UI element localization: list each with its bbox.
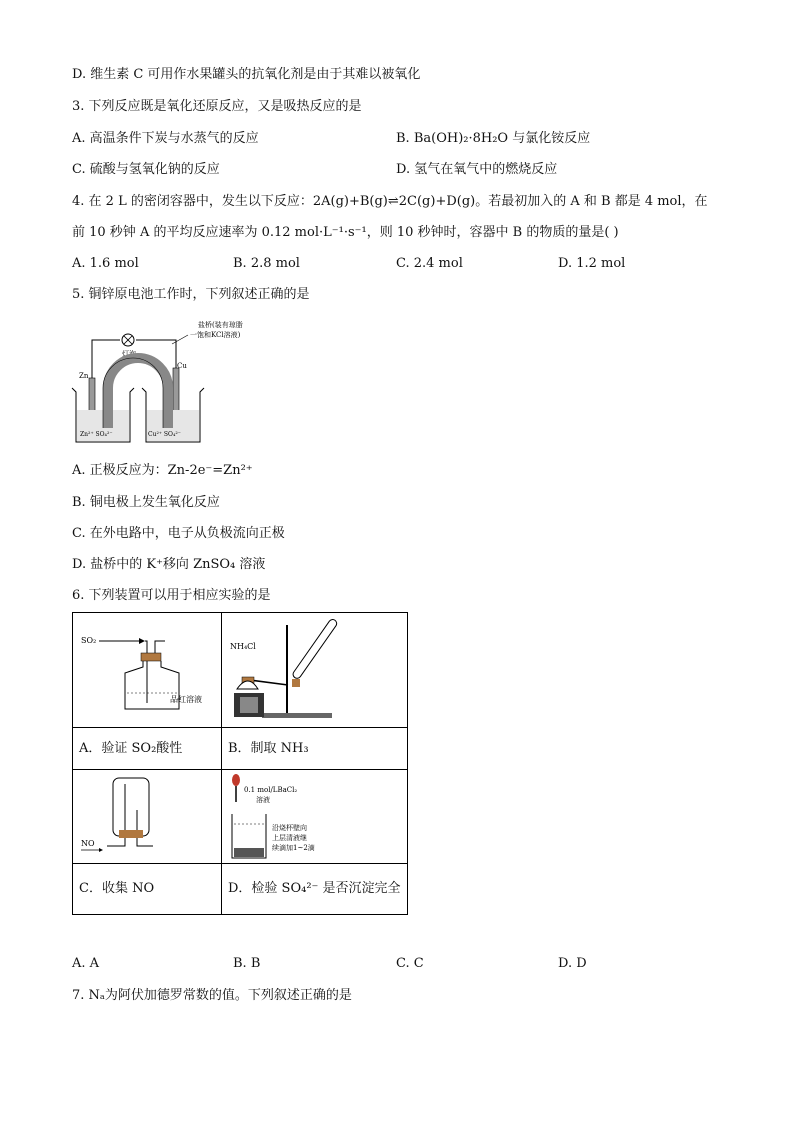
cell-d-caption: D．检验 SO₄²⁻ 是否沉淀完全: [228, 881, 401, 896]
salt-bridge-label-2: 一饱和KCl溶液): [190, 331, 241, 339]
bulb-label: 灯泡: [122, 350, 136, 358]
q5-option-d: D. 盐桥中的 K⁺移向 ZnSO₄ 溶液: [72, 557, 266, 572]
sulfate-test-figure: [222, 770, 408, 863]
q4-stem-line1: 4. 在 2 L 的密闭容器中，发生以下反应：2A(g)+B(g)⇌2C(g)+D(g)。若最初加入的 A 和 B 都是 4 mol，在: [72, 194, 708, 209]
no-label: NO: [81, 839, 95, 848]
q5-option-a: A. 正极反应为：Zn-2e⁻=Zn²⁺: [72, 463, 253, 478]
galvanic-cell-figure: [70, 318, 285, 448]
d-note-1: 沿烧杯壁向: [272, 824, 307, 832]
q4-stem-line2: 前 10 秒钟 A 的平均反应速率为 0.12 mol·L⁻¹·s⁻¹，则 10 秒钟时，容器中 B 的物质的量是( ): [72, 225, 619, 240]
nh3-setup-figure: [222, 613, 408, 727]
right-solution-label: Cu²⁺ SO₄²⁻: [148, 431, 181, 438]
gas-collection-figure: [73, 770, 221, 863]
q3-option-b: B. Ba(OH)₂·8H₂O 与氯化铵反应: [396, 131, 591, 146]
salt-bridge-label-1: 盐桥(装有琼脂: [198, 321, 243, 329]
q3-option-d: D. 氢气在氧气中的燃烧反应: [396, 162, 558, 177]
q4-option-c: C. 2.4 mol: [396, 256, 463, 271]
cell-c-caption: C．收集 NO: [79, 881, 155, 896]
zn-label: Zn: [79, 372, 89, 380]
pinghong-label: 品红溶液: [170, 695, 202, 704]
q2-option-d: D. 维生素 C 可用作水果罐头的抗氧化剂是由于其难以被氧化: [72, 67, 421, 82]
left-solution-label: Zn²⁺ SO₄²⁻: [80, 431, 113, 438]
so2-label: SO₂: [81, 636, 97, 645]
q4-option-d: D. 1.2 mol: [558, 256, 626, 271]
q4-option-a: A. 1.6 mol: [72, 256, 139, 271]
bacl2-solution-label: 溶液: [256, 796, 270, 804]
q5-option-b: B. 铜电极上发生氧化反应: [72, 495, 220, 510]
cu-label: Cu: [177, 362, 187, 370]
q6-option-a: A. A: [72, 956, 100, 971]
q3-option-c: C. 硫酸与氢氧化钠的反应: [72, 162, 220, 177]
q6-option-d: D. D: [558, 956, 587, 971]
q6-apparatus-table: [72, 612, 408, 915]
q6-stem: 6. 下列装置可以用于相应实验的是: [72, 588, 271, 603]
q5-stem: 5. 铜锌原电池工作时，下列叙述正确的是: [72, 287, 310, 302]
cell-b-caption: B．制取 NH₃: [228, 740, 309, 756]
d-note-3: 续滴加1~2滴: [272, 844, 315, 852]
q3-option-a: A. 高温条件下炭与水蒸气的反应: [72, 131, 259, 146]
d-note-2: 上层清液继: [272, 834, 307, 842]
q6-option-c: C. C: [396, 956, 424, 971]
q4-option-b: B. 2.8 mol: [233, 256, 300, 271]
nh4cl-label: NH₄Cl: [230, 642, 256, 651]
q7-stem: 7. Nₐ为阿伏加德罗常数的值。下列叙述正确的是: [72, 988, 352, 1003]
bacl2-label: 0.1 mol/LBaCl₂: [244, 786, 298, 794]
q3-stem: 3. 下列反应既是氧化还原反应，又是吸热反应的是: [72, 99, 362, 114]
q6-option-b: B. B: [233, 956, 261, 971]
cell-a-caption: A．验证 SO₂酸性: [79, 740, 183, 756]
q5-option-c: C. 在外电路中，电子从负极流向正极: [72, 526, 285, 541]
wash-bottle-figure: [73, 613, 221, 727]
